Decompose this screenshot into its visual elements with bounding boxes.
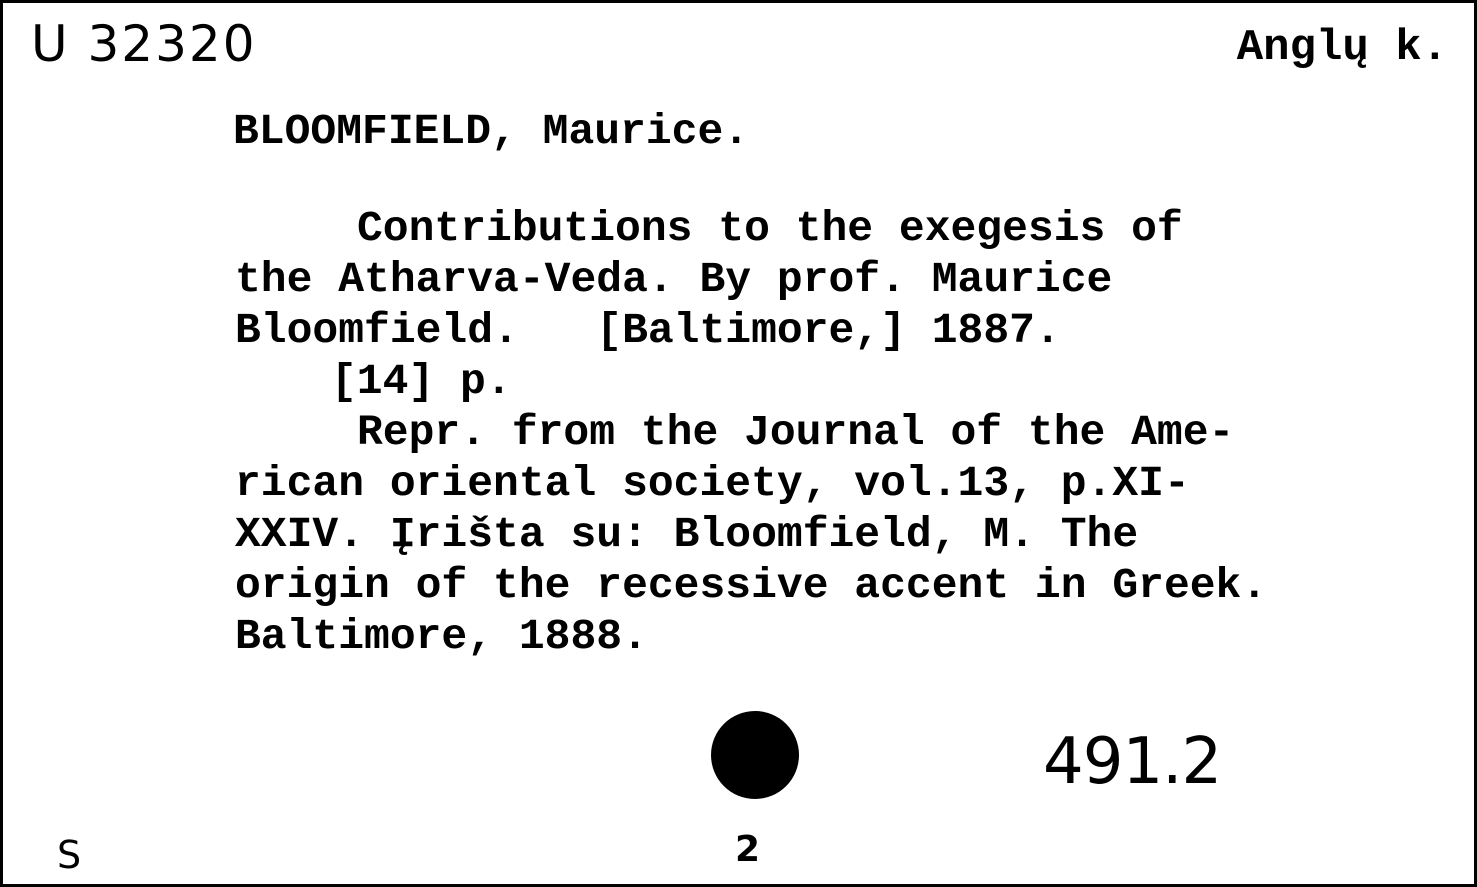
note-line: XXIV. Įrišta su: Bloomfield, M. The [235, 510, 1139, 559]
description-line: Bloomfield. [Baltimore,] 1887. [235, 306, 1061, 355]
bottom-left-mark: S [57, 833, 82, 877]
note-line: origin of the recessive accent in Greek. [235, 561, 1268, 610]
note-line: Baltimore, 1888. [235, 612, 648, 661]
collection-label: Anglų k. [1236, 23, 1448, 73]
bibliographic-description [235, 203, 1455, 662]
bottom-center-mark: 2 [735, 829, 761, 870]
note-line: Repr. from the Journal of the Ame- [357, 408, 1235, 457]
call-number: U 32320 [31, 15, 257, 73]
author-heading: BLOOMFIELD, Maurice. [233, 107, 750, 156]
card-punch-hole [711, 711, 799, 799]
description-line: the Atharva-Veda. By prof. Maurice [235, 255, 1113, 304]
note-line: rican oriental society, vol.13, p.XI- [235, 459, 1190, 508]
collation-line: [14] p. [331, 357, 512, 406]
description-line: Contributions to the exegesis of [357, 204, 1183, 253]
classification-number: 491.2 [1043, 725, 1222, 799]
